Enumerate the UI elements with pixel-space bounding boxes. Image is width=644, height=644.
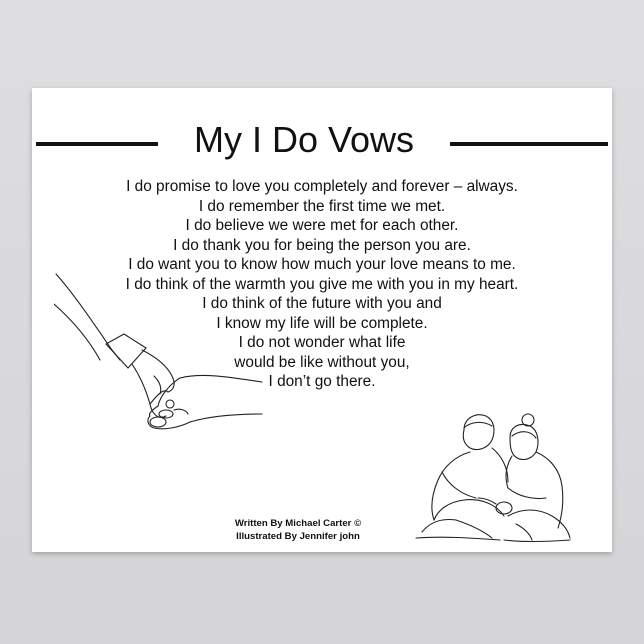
vow-line: I do not wonder what life bbox=[238, 334, 406, 351]
poster-title: My I Do Vows bbox=[193, 119, 415, 160]
title-rule-left bbox=[36, 142, 158, 146]
vow-line: I do think of the future with you and bbox=[202, 295, 442, 312]
credits bbox=[208, 518, 388, 543]
vow-line: I know my life will be complete. bbox=[216, 314, 428, 332]
vow-line: I do thank you for being the person you are. bbox=[173, 236, 471, 254]
vows-poster bbox=[32, 88, 612, 552]
vow-line: I do promise to love you completely and forever – always. bbox=[126, 178, 518, 195]
illustrator-credit: Illustrated By Jennifer john bbox=[236, 530, 360, 542]
vow-line: I do want you to know how much your love means to me. bbox=[128, 256, 516, 273]
vow-line: I don’t go there. bbox=[268, 373, 376, 390]
author-credit: Written By Michael Carter © bbox=[234, 518, 362, 529]
seated-couple-illustration bbox=[412, 412, 576, 544]
vow-line: I do think of the warmth you give me with you in my heart. bbox=[125, 275, 519, 293]
vow-line: would be like without you, bbox=[234, 353, 410, 371]
holding-hands-illustration bbox=[54, 264, 264, 444]
vow-line: I do believe we were met for each other. bbox=[185, 217, 459, 234]
vow-line: I do remember the first time we met. bbox=[198, 197, 446, 215]
title-rule-right bbox=[450, 142, 608, 146]
